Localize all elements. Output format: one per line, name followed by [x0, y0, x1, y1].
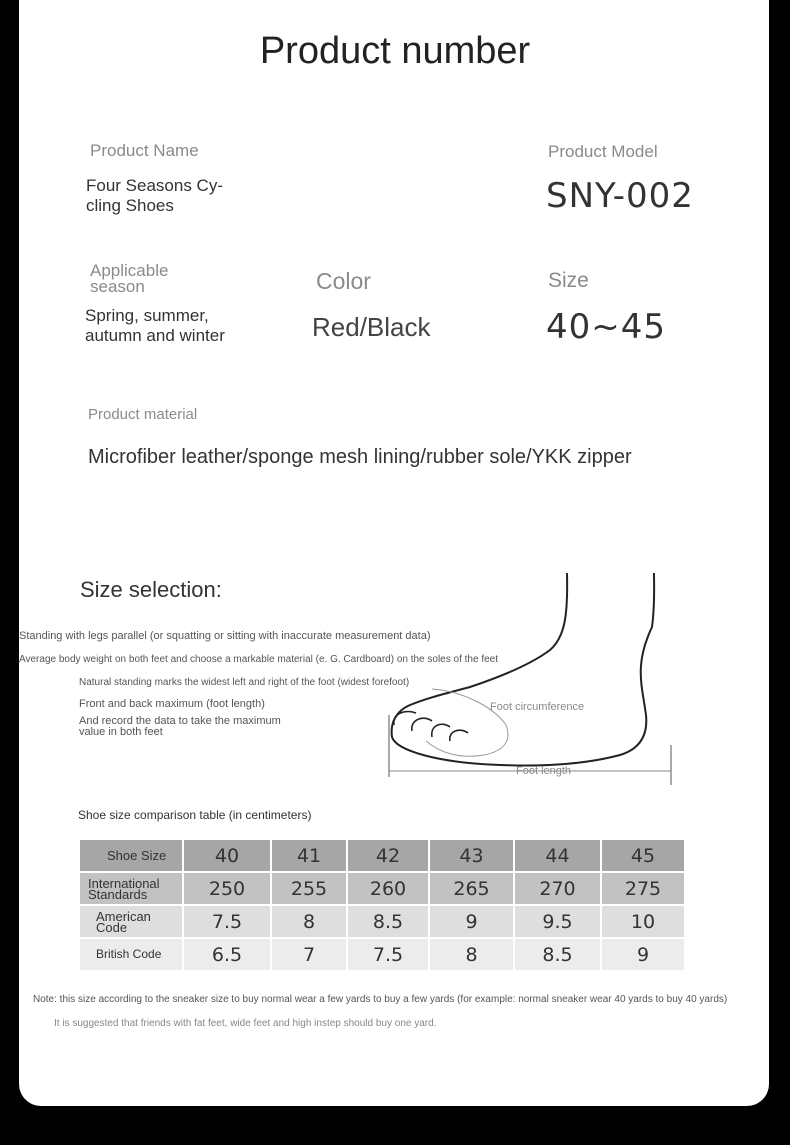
size-value: 40~45: [546, 307, 667, 347]
foot-circumference-label: Foot circumference: [490, 701, 585, 713]
table-row: [80, 906, 684, 937]
step-4: Front and back maximum (foot length): [79, 698, 265, 710]
step-3: Natural standing marks the widest left and right of the foot (widest forefoot): [79, 677, 410, 688]
table-cell: 275: [602, 873, 684, 904]
table-cell: 44: [515, 840, 600, 871]
season-label: Applicable season: [90, 261, 169, 296]
fit-suggestion: It is suggested that friends with fat feet, wide feet and high instep should buy one yard.: [54, 1018, 437, 1029]
size-label: Size: [548, 269, 589, 292]
table-cell: 250: [184, 873, 270, 904]
material-value: Microfiber leather/sponge mesh lining/rubber sole/YKK zipper: [88, 446, 632, 468]
table-cell: 45: [602, 840, 684, 871]
size-note: Note: this size according to the sneaker size to buy normal wear a few yards to buy a few yards (for example: normal sneaker wear 40 yards to buy 40 yards): [33, 994, 728, 1005]
table-cell: 255: [272, 873, 346, 904]
table-cell: 41: [272, 840, 346, 871]
table-cell: 8.5: [515, 939, 600, 970]
table-row: [80, 939, 684, 970]
table-cell: 43: [430, 840, 513, 871]
circumference-line: [426, 689, 508, 756]
table-cell: 8.5: [348, 906, 428, 937]
table-cell: 9: [430, 906, 513, 937]
size-selection-heading: Size selection:: [80, 577, 222, 602]
product-model-value: SNY-002: [546, 176, 694, 216]
row-label: Shoe Size: [80, 840, 182, 871]
table-cell: 6.5: [184, 939, 270, 970]
table-cell: 260: [348, 873, 428, 904]
table-cell: 7: [272, 939, 346, 970]
product-name-value: Four Seasons Cy-cling Shoes: [86, 176, 223, 215]
table-cell: 7.5: [348, 939, 428, 970]
product-name-label: Product Name: [90, 141, 199, 160]
table-row: [80, 840, 684, 871]
table-cell: 8: [430, 939, 513, 970]
table-cell: 40: [184, 840, 270, 871]
table-cell: 7.5: [184, 906, 270, 937]
row-label: American Code: [80, 906, 182, 937]
page-title: Product number: [259, 30, 531, 72]
step-5: And record the data to take the maximum value in both feet: [79, 715, 281, 738]
step-1: Standing with legs parallel (or squatting or sitting with inaccurate measurement data): [19, 630, 431, 642]
row-label: International Standards: [80, 873, 182, 904]
table-cell: 270: [515, 873, 600, 904]
table-cell: 42: [348, 840, 428, 871]
row-label: British Code: [80, 939, 182, 970]
product-model-label: Product Model: [548, 142, 658, 161]
table-cell: 9.5: [515, 906, 600, 937]
table-cell: 10: [602, 906, 684, 937]
table-cell: 9: [602, 939, 684, 970]
material-label: Product material: [88, 406, 198, 423]
step-2: Average body weight on both feet and choose a markable material (e. G. Cardboard) on the soles of the feet: [19, 654, 498, 665]
table-row: [80, 873, 684, 904]
color-value: Red/Black: [312, 312, 431, 342]
size-table: [78, 838, 686, 972]
foot-diagram: [380, 565, 680, 790]
table-cell: 265: [430, 873, 513, 904]
foot-outline: [392, 573, 655, 766]
table-caption: Shoe size comparison table (in centimeters): [78, 808, 312, 822]
toes: [394, 712, 468, 742]
color-label: Color: [316, 268, 371, 294]
season-value: Spring, summer, autumn and winter: [85, 306, 225, 345]
foot-length-label: Foot length: [516, 765, 572, 777]
table-cell: 8: [272, 906, 346, 937]
